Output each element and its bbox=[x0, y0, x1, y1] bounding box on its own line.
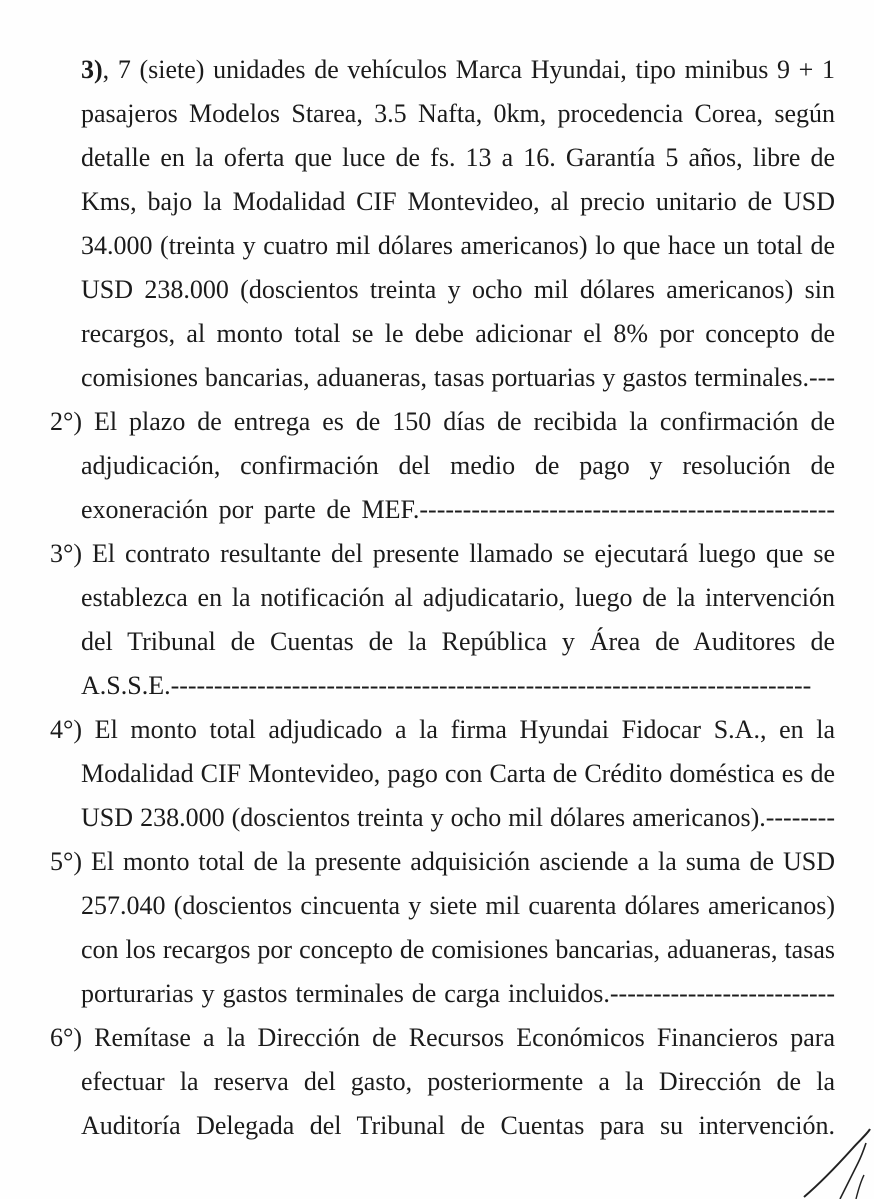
paragraph-3-line-6: USD 238.000 (doscientos treinta y ocho mil dólares americanos) sin bbox=[81, 275, 835, 304]
clause-2-line-3: exoneración por parte de MEF.------------------------------------------------ bbox=[81, 495, 835, 524]
clause-6-line-3: Auditoría Delegada del Tribunal de Cuentas para su intervención. bbox=[81, 1111, 835, 1140]
paragraph-3-line-7: recargos, al monto total se le debe adicionar el 8% por concepto de bbox=[81, 319, 835, 348]
paragraph-3-text-1: , 7 (siete) unidades de vehículos Marca Hyundai, tipo minibus 9 + 1 bbox=[102, 55, 835, 84]
paragraph-3-line-1 bbox=[81, 55, 835, 85]
clause-5-line-4: porturarias y gastos terminales de carga incluidos.-------------------------- bbox=[81, 979, 835, 1008]
paragraph-3-line-3: detalle en la oferta que luce de fs. 13 a 16. Garantía 5 años, libre de bbox=[81, 143, 835, 172]
clause-3-line-1: 3°) El contrato resultante del presente llamado se ejecutará luego que se bbox=[50, 539, 835, 568]
clause-5-line-1: 5°) El monto total de la presente adquisición asciende a la suma de USD bbox=[50, 847, 835, 876]
clause-4-line-1: 4°) El monto total adjudicado a la firma Hyundai Fidocar S.A., en la bbox=[50, 715, 835, 744]
clause-2-line-2: adjudicación, confirmación del medio de pago y resolución de bbox=[81, 451, 835, 480]
clause-3-line-3: del Tribunal de Cuentas de la República y Área de Auditores de bbox=[81, 627, 835, 656]
clause-2-line-1: 2°) El plazo de entrega es de 150 días de recibida la confirmación de bbox=[50, 407, 835, 436]
handwritten-signature bbox=[800, 1125, 874, 1199]
clause-4-line-2: Modalidad CIF Montevideo, pago con Carta de Crédito doméstica es de bbox=[81, 759, 835, 788]
clause-5-line-2: 257.040 (doscientos cincuenta y siete mil cuarenta dólares americanos) bbox=[81, 891, 835, 920]
paragraph-3-line-5: 34.000 (treinta y cuatro mil dólares americanos) lo que hace un total de bbox=[81, 231, 835, 260]
clause-5-line-3: con los recargos por concepto de comisiones bancarias, aduaneras, tasas bbox=[81, 935, 835, 964]
item-number-3: 3) bbox=[81, 55, 103, 84]
clause-4-line-3: USD 238.000 (doscientos treinta y ocho mil dólares americanos).-------- bbox=[81, 803, 835, 832]
clause-3-line-4: A.S.S.E.-------------------------------------------------------------------------- bbox=[81, 671, 812, 700]
paragraph-3-line-2: pasajeros Modelos Starea, 3.5 Nafta, 0km, procedencia Corea, según bbox=[81, 99, 835, 128]
paragraph-3-line-4: Kms, bajo la Modalidad CIF Montevideo, al precio unitario de USD bbox=[81, 187, 835, 216]
clause-3-line-2: establezca en la notificación al adjudicatario, luego de la intervención bbox=[81, 583, 835, 612]
paragraph-3-line-8: comisiones bancarias, aduaneras, tasas portuarias y gastos terminales.--- bbox=[81, 363, 835, 392]
clause-6-line-2: efectuar la reserva del gasto, posteriormente a la Dirección de la bbox=[81, 1067, 835, 1096]
clause-6-line-1: 6°) Remítase a la Dirección de Recursos Económicos Financieros para bbox=[50, 1023, 835, 1052]
